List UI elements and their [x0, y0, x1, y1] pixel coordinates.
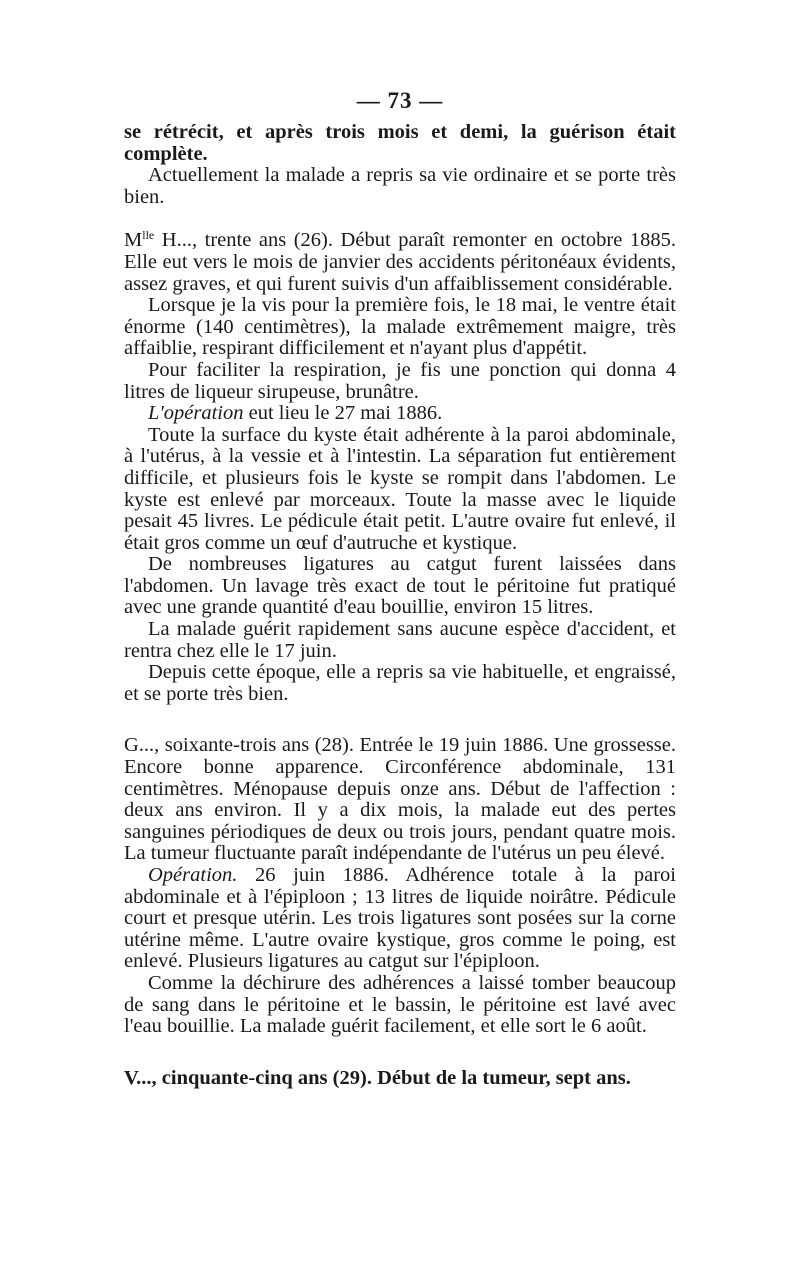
- case-26-title: M: [124, 229, 143, 252]
- case-29-intro: V..., cinquante-cinq ans (29). Début de la tumeur, sept ans.: [124, 1066, 631, 1089]
- case-26-paragraph: Depuis cette époque, elle a repris sa vie habituelle, et engraissé, et se porte très bien.: [124, 661, 676, 705]
- operation-heading: Opération.: [148, 864, 238, 886]
- paragraph-outcome: Actuellement la malade a repris sa vie ordinaire et se porte très bien.: [124, 164, 676, 208]
- case-28-paragraph: Comme la déchirure des adhérences a laissé tomber beaucoup de sang dans le péritoine et le bassin, le péritoine est lavé avec l'eau bouillie. La malade guérit facilement, et elle sort le 6 août.: [124, 971, 676, 1038]
- case-26-intro-text: H..., trente ans (26). Début paraît remonter en octobre 1885. Elle eut vers le mois de janvier des accidents péritonéaux évidents, assez graves, et qui furent suivis d'un affaiblissement considérable.: [124, 229, 676, 295]
- operation-date-text: eut lieu le 27 mai 1886.: [243, 402, 443, 425]
- case-26-intro: [124, 230, 676, 295]
- case-26-paragraph: Toute la surface du kyste était adhérente à la paroi abdominale, à l'utérus, à la vessie et à l'intestin. La séparation fut entièrement difficile, et plusieurs fois le kyste se rompit dans l'abdomen. Le kyste est enlevé par morceaux. Toute la masse avec le liquide pesait 45 livres. Le pédicule était petit. L'autre ovaire fut enlevé, il était gros comme un œuf d'autruche et kystique.: [124, 423, 676, 554]
- operation-heading: L'opération: [148, 402, 244, 425]
- case-26-paragraph: De nombreuses ligatures au catgut furent laissées dans l'abdomen. Un lavage très exact de tout le péritoine fut pratiqué avec une grande quantité d'eau bouillie, environ 15 litres.: [124, 553, 676, 619]
- page-number: — 73 —: [356, 88, 444, 113]
- case-26-title-superscript: lle: [142, 228, 155, 243]
- case-26-paragraph: La malade guérit rapidement sans aucune espèce d'accident, et rentra chez elle le 17 juin.: [124, 618, 676, 662]
- paragraph-continuation: se rétrécit, et après trois mois et demi, la guérison était complète.: [124, 121, 676, 165]
- case-28-operation: [124, 865, 676, 973]
- case-26-paragraph: Pour faciliter la respiration, je fis une ponction qui donna 4 litres de liqueur sirupeuse, brunâtre.: [124, 358, 676, 403]
- case-28-intro: G..., soixante-trois ans (28). Entrée le 19 juin 1886. Une grossesse. Encore bonne apparence. Circonférence abdominale, 131 centimètres. Ménopause depuis onze ans. Début de l'affection : deux ans environ. Il y a dix mois, la malade eut des pertes sanguines périodiques de deux ou trois jours, pendant quatre mois. La tumeur fluctuante paraît indépendante de l'utérus un peu élevé.: [124, 734, 676, 865]
- case-26-operation-date: [124, 403, 676, 425]
- case-26-paragraph: Lorsque je la vis pour la première fois, le 18 mai, le ventre était énorme (140 centimètres), la malade extrêmement maigre, très affaiblie, respirant difficilement et n'ayant plus d'appétit.: [124, 294, 676, 360]
- operation-text: 26 juin 1886. Adhérence totale à la paroi abdominale et à l'épiploon ; 13 litres de liquide noirâtre. Pédicule court et presque utérin. Les trois ligatures sont posées sur la corne utérine même. L'autre ovaire kystique, gros comme le poing, est enlevé. Plusieurs ligatures au catgut sur l'épiploon.: [124, 864, 676, 973]
- page-body: [124, 122, 676, 1089]
